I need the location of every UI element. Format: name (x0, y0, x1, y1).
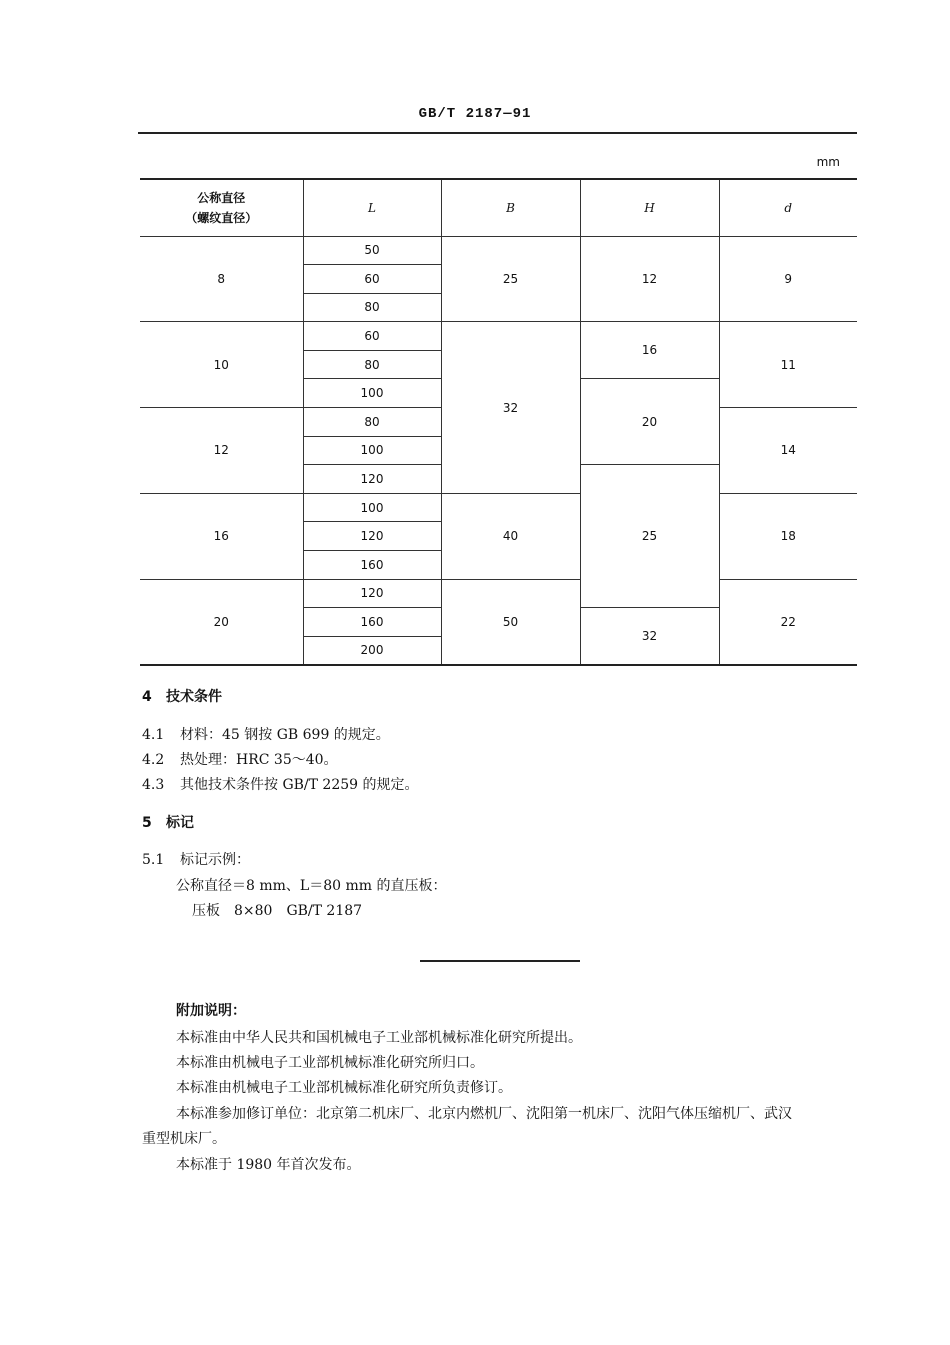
cell-L: 50 (303, 236, 441, 265)
cell-L: 120 (303, 465, 441, 494)
header-L: L (303, 179, 441, 236)
clause-4-1 (142, 724, 390, 744)
section-4-heading (142, 686, 222, 706)
cell-H: 25 (580, 465, 719, 608)
cell-nominal: 8 (140, 236, 303, 322)
table-row (140, 236, 857, 265)
cell-d: 22 (719, 579, 857, 665)
section-5-number: 5 (142, 815, 152, 831)
cell-d: 18 (719, 493, 857, 579)
clause-text: 热处理：HRC 35～40。 (180, 752, 338, 768)
clause-number: 4.3 (142, 777, 165, 793)
cell-L: 100 (303, 493, 441, 522)
cell-H: 12 (580, 236, 719, 322)
section-divider (420, 960, 580, 962)
cell-L: 100 (303, 436, 441, 465)
cell-L: 100 (303, 379, 441, 408)
table-row (140, 579, 857, 608)
clause-text: 标记示例： (180, 852, 250, 868)
note-line: 重型机床厂。 (142, 1131, 226, 1147)
cell-L: 120 (303, 522, 441, 551)
header-nominal-line2: （螺纹直径） (185, 210, 258, 225)
cell-B: 32 (441, 322, 580, 494)
cell-nominal: 20 (140, 579, 303, 665)
note-line: 本标准由中华人民共和国机械电子工业部机械标准化研究所提出。 (176, 1030, 582, 1046)
note-line: 本标准由机械电子工业部机械标准化研究所负责修订。 (176, 1080, 512, 1096)
cell-H: 20 (580, 379, 719, 465)
marking-example-designation: 压板 8×80 GB/T 2187 (192, 903, 363, 919)
cell-B: 25 (441, 236, 580, 322)
header-H: H (580, 179, 719, 236)
cell-L: 80 (303, 408, 441, 437)
header-d: d (719, 179, 857, 236)
cell-nominal: 10 (140, 322, 303, 408)
table-row (140, 493, 857, 522)
page-header: GB/T 2187—91 (418, 106, 532, 122)
cell-L: 120 (303, 579, 441, 608)
clause-text: 其他技术条件按 GB/T 2259 的规定。 (180, 777, 419, 793)
clause-5-1 (142, 849, 250, 869)
section-5-title: 标记 (166, 815, 194, 831)
cell-nominal: 16 (140, 493, 303, 579)
header-nominal-diameter (140, 179, 303, 236)
dimension-table (140, 178, 857, 666)
table-row (140, 322, 857, 351)
clause-number: 4.1 (142, 727, 165, 743)
cell-L: 80 (303, 293, 441, 322)
cell-L: 60 (303, 265, 441, 294)
cell-d: 11 (719, 322, 857, 408)
clause-text: 材料：45 钢按 GB 699 的规定。 (180, 727, 390, 743)
cell-d: 14 (719, 408, 857, 494)
cell-B: 40 (441, 493, 580, 579)
cell-nominal: 12 (140, 408, 303, 494)
notes-title: 附加说明： (176, 1003, 246, 1019)
cell-H: 32 (580, 608, 719, 665)
table-header-row (140, 179, 857, 236)
cell-L: 200 (303, 636, 441, 665)
marking-example-description: 公称直径＝8 mm、L＝80 mm 的直压板： (176, 878, 447, 894)
clause-4-2 (142, 749, 338, 769)
cell-B: 50 (441, 579, 580, 665)
header-rule (138, 132, 857, 134)
clause-number: 5.1 (142, 852, 165, 868)
header-nominal-line1: 公称直径 (197, 190, 246, 205)
clause-number: 4.2 (142, 752, 165, 768)
section-4-title: 技术条件 (166, 689, 222, 705)
cell-L: 80 (303, 350, 441, 379)
cell-L: 60 (303, 322, 441, 351)
cell-L: 160 (303, 608, 441, 637)
note-line: 本标准参加修订单位：北京第二机床厂、北京内燃机厂、沈阳第一机床厂、沈阳气体压缩机厂、武汉 (176, 1106, 792, 1122)
cell-L: 160 (303, 551, 441, 580)
clause-4-3 (142, 774, 419, 794)
table-unit: mm (816, 155, 840, 169)
cell-H: 16 (580, 322, 719, 379)
note-line: 本标准于 1980 年首次发布。 (176, 1157, 361, 1173)
header-B: B (441, 179, 580, 236)
section-5-heading (142, 812, 194, 832)
section-4-number: 4 (142, 689, 152, 705)
cell-d: 9 (719, 236, 857, 322)
note-line: 本标准由机械电子工业部机械标准化研究所归口。 (176, 1055, 484, 1071)
